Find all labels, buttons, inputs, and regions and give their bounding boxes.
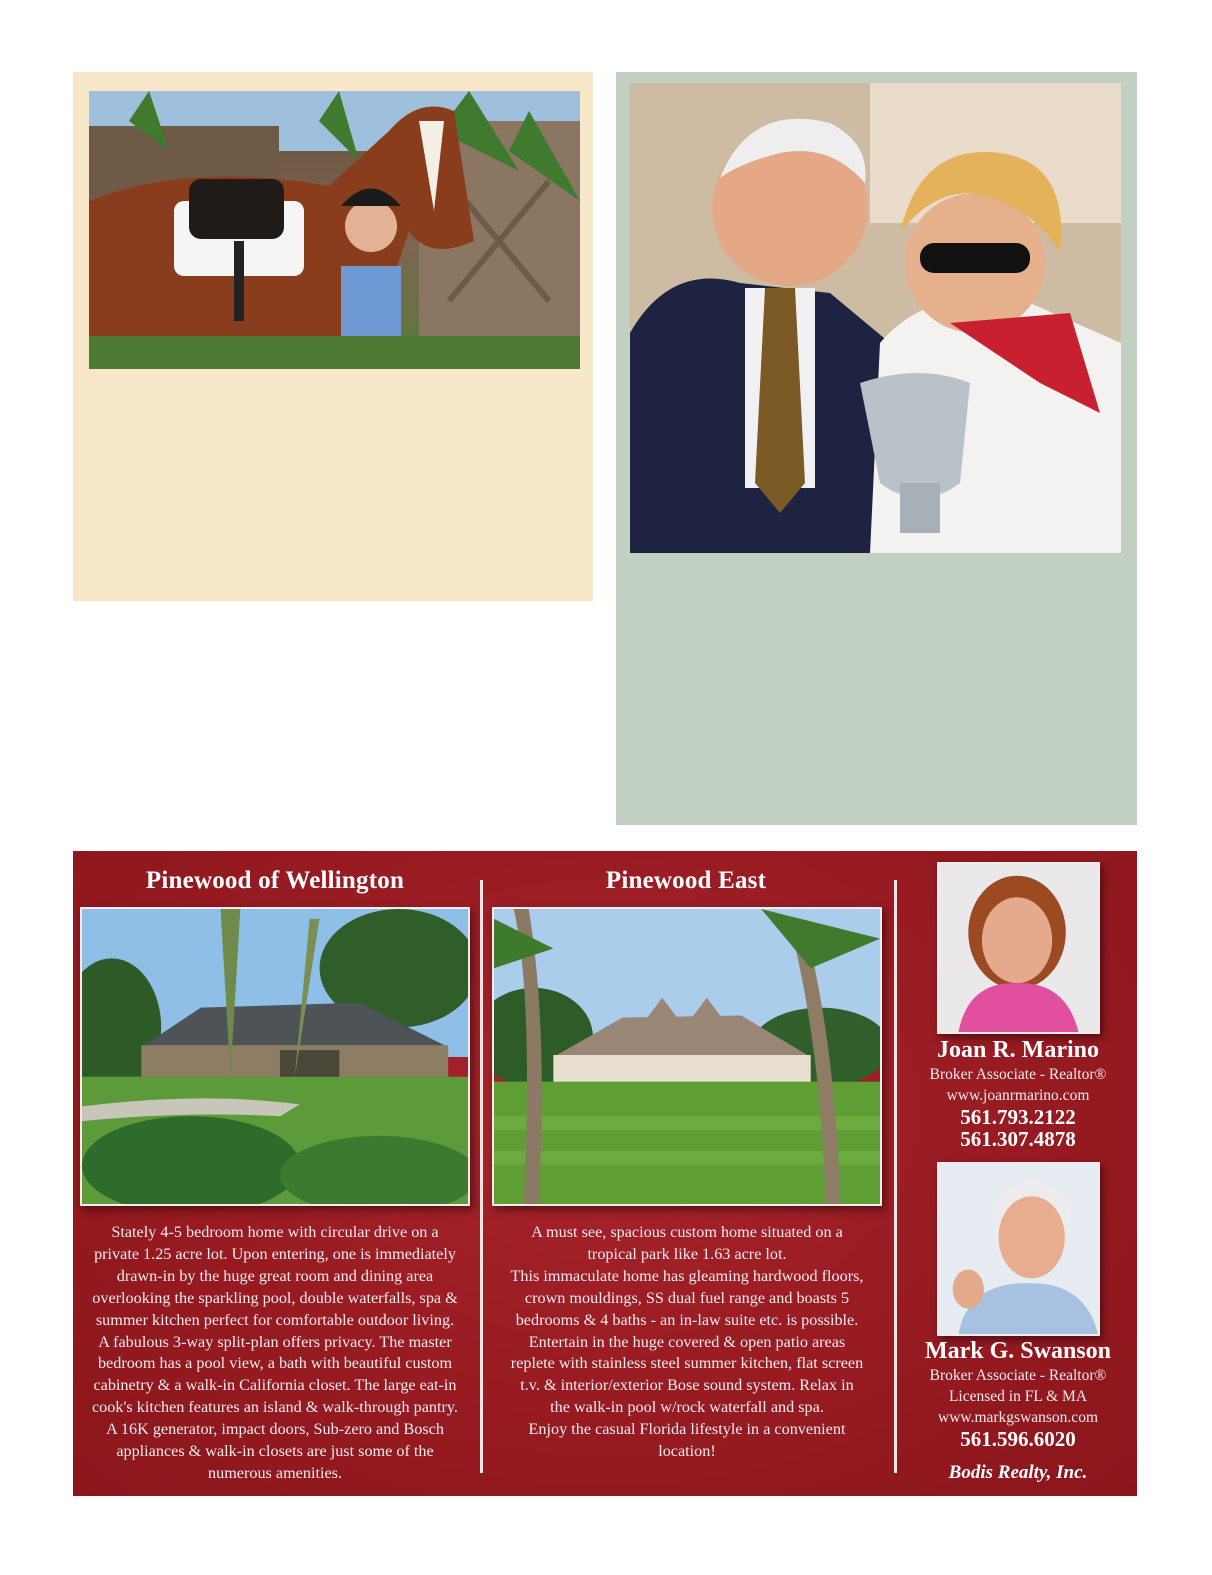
listing-description (76, 1222, 474, 1485)
couple-with-trophy-illustration (630, 83, 1121, 553)
description-line: This immaculate home has gleaming hardwood floors, (510, 1266, 864, 1285)
description-line: Stately 4-5 bedroom home with circular drive on a (111, 1223, 439, 1241)
agent-phone[interactable]: 561.307.4878 (960, 1127, 1076, 1151)
agent-website[interactable]: www.markgswanson.com (938, 1409, 1098, 1426)
description-line: A 16K generator, impact doors, Sub-zero and Bosch (106, 1420, 444, 1439)
description-line: replete with stainless steel summer kitchen, flat screen (510, 1354, 864, 1373)
description-line: t.v. & interior/exterior Bose sound system. Relax in (520, 1376, 854, 1395)
description-line: A must see, spacious custom home situated on a (531, 1223, 843, 1241)
rider-with-horse-illustration (89, 91, 580, 369)
description-line: summer kitchen perfect for comfortable outdoor living. (95, 1310, 455, 1329)
description-line: location! (658, 1442, 716, 1461)
listing-title: Pinewood of Wellington (145, 867, 405, 894)
description-line: Enjoy the casual Florida lifestyle in a convenient (528, 1420, 846, 1439)
couple-with-trophy-photo (630, 83, 1121, 553)
description-line: drawn-in by the huge great room and dining area (116, 1266, 434, 1285)
agent-name: Mark G. Swanson (924, 1338, 1112, 1364)
single-story-house-photo (80, 907, 470, 1206)
agent-phone[interactable]: 561.793.2122 (960, 1105, 1076, 1129)
column-divider (480, 880, 483, 1473)
custom-home-with-lawn-photo (492, 907, 882, 1206)
rider-with-horse-photo (89, 91, 580, 369)
agent-license: Licensed in FL & MA (948, 1388, 1088, 1405)
agent-role: Broker Associate - Realtor® (929, 1367, 1107, 1384)
listing-description (488, 1222, 886, 1463)
agent-role: Broker Associate - Realtor® (929, 1066, 1107, 1083)
house-illustration (82, 909, 468, 1204)
description-line: private 1.25 acre lot. Upon entering, one is immediately (94, 1244, 456, 1263)
description-line: appliances & walk-in closets are just some of the (116, 1442, 434, 1461)
description-line: bedrooms & 4 baths - an in-law suite etc. is possible. (515, 1310, 859, 1329)
description-line: Entertain in the huge covered & open patio areas (528, 1332, 846, 1351)
agent-name: Joan R. Marino (937, 1037, 1099, 1063)
description-line: crown mouldings, SS dual fuel range and boasts 5 (524, 1288, 850, 1307)
description-line: the walk-in pool w/rock waterfall and spa. (550, 1398, 824, 1417)
house-illustration (494, 909, 880, 1204)
company-name: Bodis Realty, Inc. (948, 1462, 1088, 1483)
description-line: tropical park like 1.63 acre lot. (587, 1244, 787, 1263)
column-divider (894, 880, 897, 1473)
description-line: A fabulous 3-way split-plan offers privacy. The master (98, 1332, 452, 1351)
agent-website[interactable]: www.joanrmarino.com (946, 1087, 1090, 1104)
description-line: cabinetry & a walk-in California closet. The large eat-in (93, 1376, 457, 1395)
agent-phone[interactable]: 561.596.6020 (960, 1427, 1076, 1451)
listing-title: Pinewood East (605, 867, 767, 894)
agent-portrait-photo (937, 1162, 1100, 1336)
description-line: numerous amenities. (208, 1463, 342, 1482)
agent-card (903, 1036, 1133, 1150)
agent-portrait-photo (937, 862, 1100, 1034)
description-line: bedroom has a pool view, a bath with beautiful custom (97, 1354, 453, 1373)
description-line: cook's kitchen features an island & walk-through pantry. (92, 1398, 458, 1417)
agent-card (903, 1337, 1133, 1450)
agent-portrait-illustration (939, 1164, 1098, 1334)
agent-portrait-illustration (939, 864, 1098, 1032)
description-line: overlooking the sparkling pool, double waterfalls, spa & (92, 1288, 458, 1307)
